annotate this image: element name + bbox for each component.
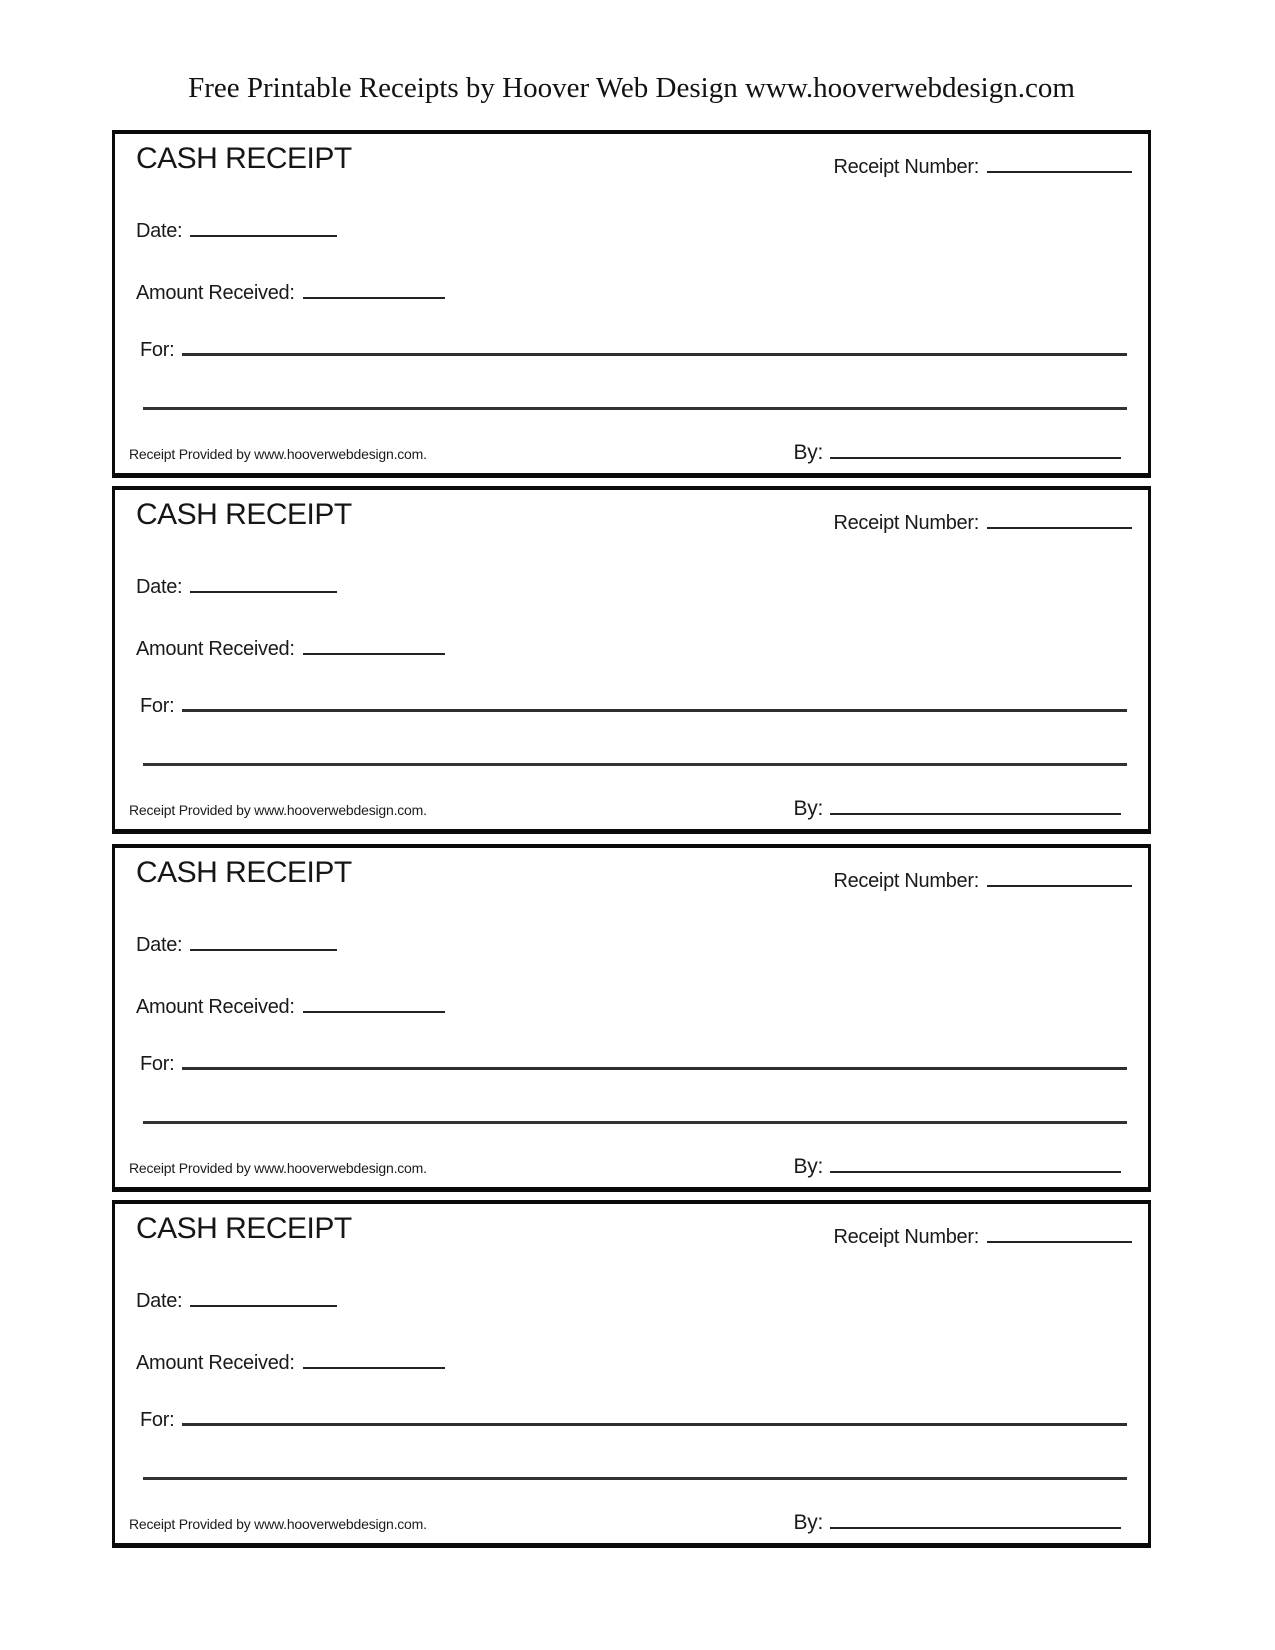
receipt-number-label: Receipt Number: bbox=[833, 156, 979, 178]
page-header: Free Printable Receipts by Hoover Web Design www.hooverwebdesign.com bbox=[188, 72, 1075, 104]
for-label: For: bbox=[140, 339, 175, 361]
by-row bbox=[794, 797, 1121, 821]
receipt-number-label: Receipt Number: bbox=[833, 870, 979, 892]
by-row bbox=[794, 1511, 1121, 1535]
date-blank-line bbox=[190, 1305, 337, 1307]
for-label: For: bbox=[140, 1053, 175, 1075]
continuation-blank-line bbox=[143, 763, 1127, 766]
for-label: For: bbox=[140, 695, 175, 717]
amount-received-blank-line bbox=[303, 1367, 445, 1369]
for-row bbox=[140, 695, 1127, 718]
for-row bbox=[140, 1053, 1127, 1076]
date-label: Date: bbox=[136, 220, 183, 242]
amount-received-row bbox=[136, 996, 445, 1019]
receipt-title: CASH RECEIPT bbox=[136, 856, 352, 889]
date-row bbox=[136, 576, 337, 599]
date-label: Date: bbox=[136, 1290, 183, 1312]
for-row bbox=[140, 1409, 1127, 1432]
date-blank-line bbox=[190, 949, 337, 951]
continuation-blank-line bbox=[143, 1121, 1127, 1124]
amount-received-label: Amount Received: bbox=[136, 638, 295, 660]
amount-received-row bbox=[136, 1352, 445, 1375]
receipt-block-4 bbox=[112, 1200, 1151, 1548]
receipt-block-2 bbox=[112, 486, 1151, 834]
by-blank-line bbox=[830, 457, 1121, 459]
by-label: By: bbox=[793, 1511, 823, 1534]
by-label: By: bbox=[793, 797, 823, 820]
receipt-number-blank-line bbox=[987, 527, 1132, 529]
receipt-number-row bbox=[833, 870, 1132, 893]
amount-received-label: Amount Received: bbox=[136, 1352, 295, 1374]
by-label: By: bbox=[793, 441, 823, 464]
receipt-number-row bbox=[833, 156, 1132, 179]
date-row bbox=[136, 1290, 337, 1313]
date-row bbox=[136, 934, 337, 957]
provider-note: Receipt Provided by www.hooverwebdesign.com. bbox=[129, 1516, 427, 1532]
receipt-number-blank-line bbox=[987, 1241, 1132, 1243]
amount-received-row bbox=[136, 638, 445, 661]
for-blank-line bbox=[182, 1423, 1127, 1426]
continuation-blank-line bbox=[143, 1477, 1127, 1480]
receipt-number-blank-line bbox=[987, 885, 1132, 887]
receipt-footer bbox=[129, 1511, 1121, 1535]
receipt-number-label: Receipt Number: bbox=[833, 1226, 979, 1248]
provider-note: Receipt Provided by www.hooverwebdesign.com. bbox=[129, 446, 427, 462]
by-row bbox=[794, 441, 1121, 465]
amount-received-label: Amount Received: bbox=[136, 996, 295, 1018]
receipt-title: CASH RECEIPT bbox=[136, 1212, 352, 1245]
date-label: Date: bbox=[136, 576, 183, 598]
receipt-block-3 bbox=[112, 844, 1151, 1192]
receipt-block-1 bbox=[112, 130, 1151, 478]
receipt-footer bbox=[129, 797, 1121, 821]
for-blank-line bbox=[182, 1067, 1127, 1070]
date-row bbox=[136, 220, 337, 243]
receipt-footer bbox=[129, 1155, 1121, 1179]
date-blank-line bbox=[190, 235, 337, 237]
receipt-title: CASH RECEIPT bbox=[136, 142, 352, 175]
receipt-footer bbox=[129, 441, 1121, 465]
by-row bbox=[794, 1155, 1121, 1179]
provider-note: Receipt Provided by www.hooverwebdesign.com. bbox=[129, 1160, 427, 1176]
amount-received-row bbox=[136, 282, 445, 305]
receipt-title: CASH RECEIPT bbox=[136, 498, 352, 531]
provider-note: Receipt Provided by www.hooverwebdesign.com. bbox=[129, 802, 427, 818]
amount-received-label: Amount Received: bbox=[136, 282, 295, 304]
by-blank-line bbox=[830, 1527, 1121, 1529]
amount-received-blank-line bbox=[303, 297, 445, 299]
for-label: For: bbox=[140, 1409, 175, 1431]
amount-received-blank-line bbox=[303, 1011, 445, 1013]
for-row bbox=[140, 339, 1127, 362]
by-blank-line bbox=[830, 813, 1121, 815]
for-blank-line bbox=[182, 709, 1127, 712]
date-blank-line bbox=[190, 591, 337, 593]
receipt-number-label: Receipt Number: bbox=[833, 512, 979, 534]
amount-received-blank-line bbox=[303, 653, 445, 655]
continuation-blank-line bbox=[143, 407, 1127, 410]
receipt-number-row bbox=[833, 512, 1132, 535]
for-blank-line bbox=[182, 353, 1127, 356]
receipt-number-row bbox=[833, 1226, 1132, 1249]
by-blank-line bbox=[830, 1171, 1121, 1173]
date-label: Date: bbox=[136, 934, 183, 956]
by-label: By: bbox=[793, 1155, 823, 1178]
receipt-number-blank-line bbox=[987, 171, 1132, 173]
